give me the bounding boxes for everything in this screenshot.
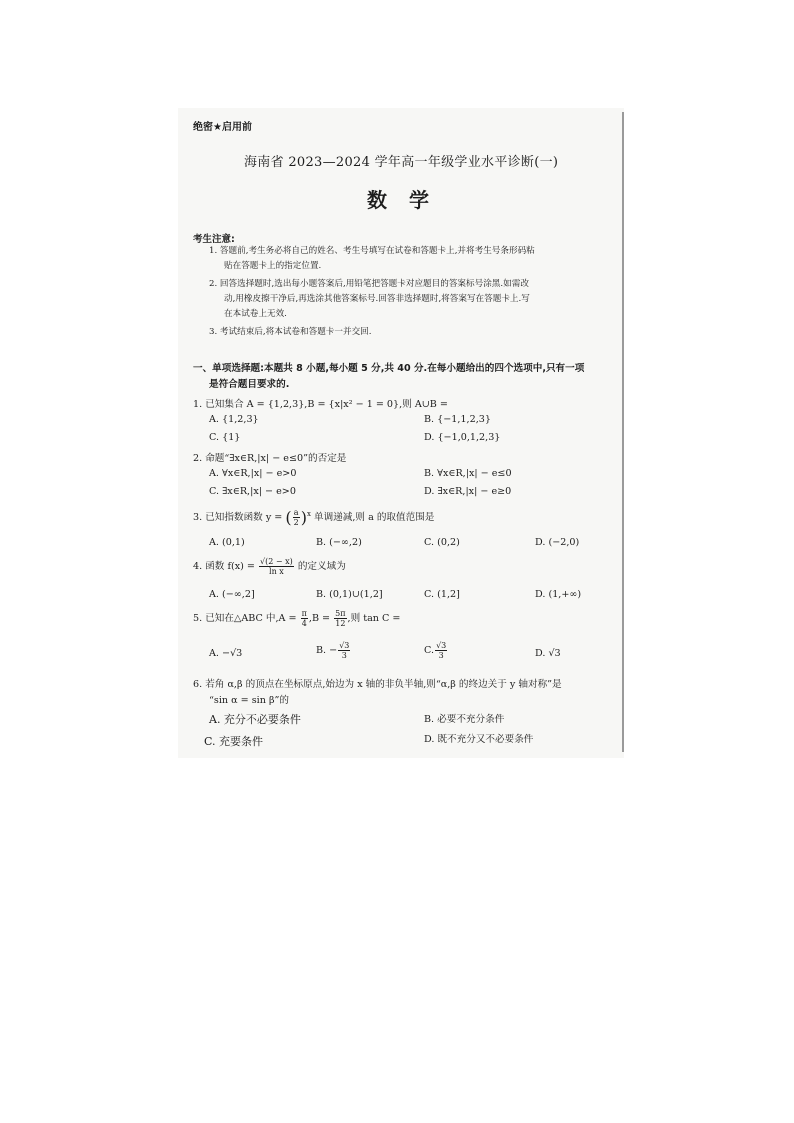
notice-line-2: 贴在答题卡上的指定位置. — [224, 261, 322, 271]
notice-heading: 考生注意: — [193, 234, 235, 245]
question-2-option-c: C. ∃x∈R,|x| − e>0 — [209, 486, 296, 497]
notice-line-1: 1. 答题前,考生务必将自己的姓名、考生号填写在试卷和答题卡上,并将考生号条形码粘 — [209, 246, 535, 256]
question-6-option-c: C. 充要条件 — [204, 735, 264, 748]
question-6-stem: 6. 若角 α,β 的顶点在坐标原点,始边为 x 轴的非负半轴,则“α,β 的终边关于 y 轴对称”是 — [193, 679, 562, 690]
option-prefix: C. — [424, 645, 435, 656]
question-6-option-d: D. 既不充分又不必要条件 — [424, 734, 534, 745]
question-6-stem-cont: “sin α = sin β”的 — [209, 695, 290, 706]
fraction-denominator: 4 — [301, 619, 307, 628]
fraction-denominator: 12 — [335, 619, 346, 628]
question-2-option-b: B. ∀x∈R,|x| − e≤0 — [424, 468, 512, 479]
question-1-stem: 1. 已知集合 A = {1,2,3},B = {x|x² − 1 = 0},则 A∪B = — [193, 399, 448, 410]
question-5-stem-post: ,则 tan C = — [347, 613, 401, 624]
fraction-numerator: √3 — [436, 641, 447, 650]
notice-line-5: 在本试卷上无效. — [224, 309, 287, 319]
exponent: x — [306, 509, 311, 518]
question-4-fraction — [259, 557, 294, 576]
question-5-stem — [193, 609, 400, 628]
question-5-option-a: A. −√3 — [209, 648, 243, 659]
page-fold-line — [622, 112, 624, 752]
section-heading-cont: 是符合题目要求的. — [209, 379, 290, 390]
question-3-stem-pre: 3. 已知指数函数 y = — [193, 512, 283, 523]
question-1-option-c: C. {1} — [209, 432, 241, 443]
question-2-stem: 2. 命题“∃x∈R,|x| − e≤0”的否定是 — [193, 453, 347, 464]
question-2-option-d: D. ∃x∈R,|x| − e≥0 — [424, 486, 512, 497]
fraction-numerator: 5π — [335, 609, 346, 618]
question-4-stem-pre: 4. 函数 f(x) = — [193, 561, 255, 572]
question-3-option-a: A. (0,1) — [209, 537, 245, 548]
fraction-denominator: 2 — [293, 518, 299, 527]
left-paren: ( — [285, 508, 292, 527]
fraction-numerator: √3 — [339, 641, 350, 650]
question-5-stem-mid: ,B = — [308, 613, 331, 624]
question-3-option-c: C. (0,2) — [424, 537, 460, 548]
question-4-option-c: C. (1,2] — [424, 589, 460, 600]
fraction-denominator: ln x — [269, 567, 284, 576]
question-2-option-a: A. ∀x∈R,|x| − e>0 — [209, 468, 297, 479]
fraction-numerator: a — [293, 508, 299, 517]
notice-line-4: 动,用橡皮擦干净后,再选涂其他答案标号.回答非选择题时,将答案写在答题卡上.写 — [224, 294, 530, 304]
question-3-stem-post: 单调递减,则 a 的取值范围是 — [314, 512, 435, 523]
question-1-option-a: A. {1,2,3} — [209, 414, 259, 425]
fraction-numerator: π — [301, 609, 307, 618]
angle-b-fraction — [334, 609, 346, 628]
fraction-denominator: 3 — [341, 651, 347, 660]
notice-line-3: 2. 回答选择题时,选出每小题答案后,用铅笔把答题卡对应题目的答案标号涂黑.如需改 — [209, 279, 529, 289]
option-prefix: B. − — [316, 645, 338, 656]
question-3-option-d: D. (−2,0) — [535, 537, 580, 548]
exam-title: 海南省 2023—2024 学年高一年级学业水平诊断(一) — [244, 155, 559, 170]
question-3-fraction — [293, 508, 300, 527]
option-c-fraction — [435, 641, 447, 660]
question-4-option-a: A. (−∞,2] — [209, 589, 255, 600]
question-4-stem-post: 的定义域为 — [297, 561, 346, 572]
question-6-option-a: A. 充分不必要条件 — [209, 713, 301, 726]
fraction-denominator: 3 — [438, 651, 444, 660]
section-heading: 一、单项选择题:本题共 8 小题,每小题 5 分,共 40 分.在每小题给出的四个选项中,只有一项 — [193, 363, 585, 374]
question-6-option-b: B. 必要不充分条件 — [424, 714, 505, 725]
option-b-fraction — [338, 641, 350, 660]
question-5-stem-pre: 5. 已知在△ABC 中,A = — [193, 613, 297, 624]
subject-title: 数学 — [367, 188, 451, 212]
question-3-option-b: B. (−∞,2) — [316, 537, 362, 548]
question-3-stem — [193, 508, 434, 527]
question-5-option-d: D. √3 — [535, 648, 561, 659]
question-4-stem — [193, 557, 346, 576]
question-1-option-d: D. {−1,0,1,2,3} — [424, 432, 501, 443]
question-5-option-c — [424, 641, 448, 660]
fraction-numerator: √(2 − x) — [260, 557, 293, 566]
confidential-label: 绝密★启用前 — [193, 122, 252, 133]
right-paren: ) — [300, 508, 307, 527]
angle-a-fraction — [301, 609, 308, 628]
notice-line-6: 3. 考试结束后,将本试卷和答题卡一并交回. — [209, 327, 372, 337]
question-1-option-b: B. {−1,1,2,3} — [424, 414, 491, 425]
question-4-option-b: B. (0,1)∪(1,2] — [316, 589, 383, 600]
question-4-option-d: D. (1,+∞) — [535, 589, 582, 600]
question-5-option-b — [316, 641, 351, 660]
